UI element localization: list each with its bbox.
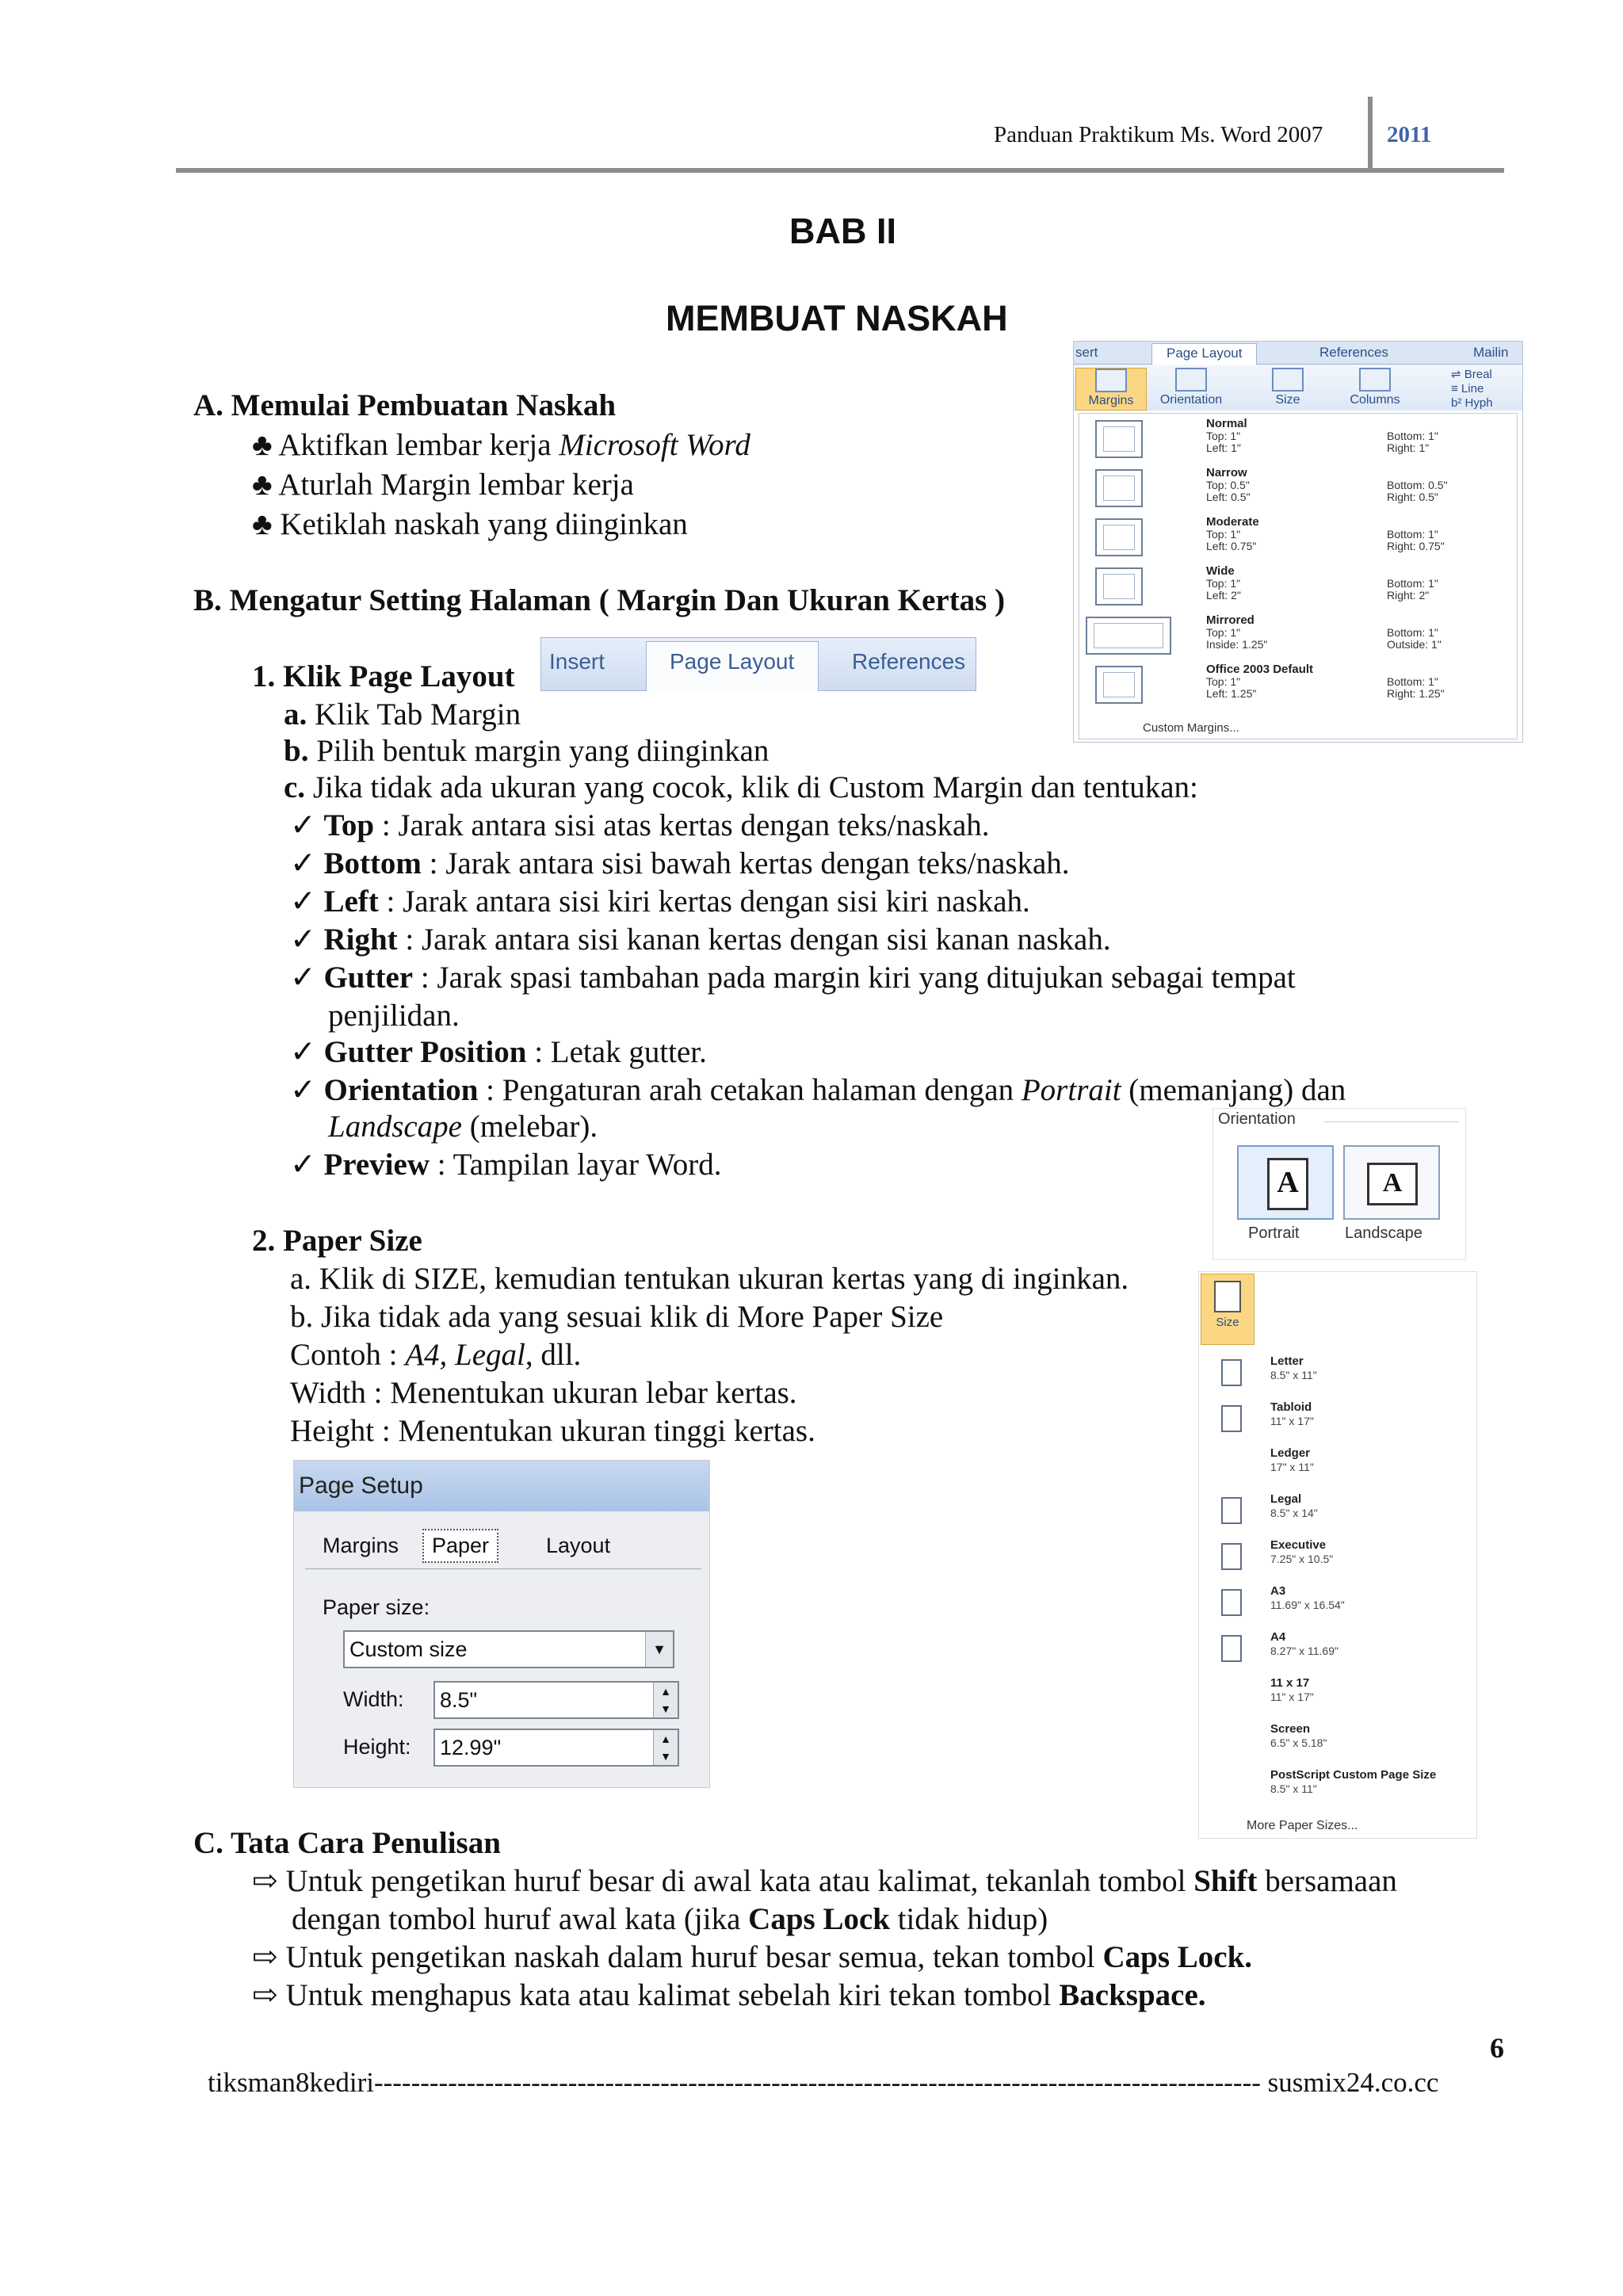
landscape-option	[1343, 1145, 1440, 1220]
example-line: Contoh : A4, Legal, dll.	[290, 1338, 582, 1372]
ribbon-tab-mailings: Mailin	[1473, 345, 1509, 360]
club-bullet-icon: ♣	[252, 428, 273, 462]
check-left: ✓ Left : Jarak antara sisi kiri kertas dengan sisi kiri naskah.	[290, 884, 1030, 919]
orientation-screenshot	[1212, 1108, 1466, 1260]
margin-preview-icon	[1095, 420, 1143, 458]
ribbon-tab-insert: sert	[1075, 345, 1098, 360]
margin-preview-icon	[1095, 666, 1143, 704]
section-a-item-2: ♣ Aturlah Margin lembar kerja	[252, 468, 634, 502]
paper-size-label: Paper size:	[323, 1595, 430, 1619]
arrow-bullet-icon: ⇨	[252, 1940, 278, 1974]
height-field: 12.99" ▲ ▼	[433, 1729, 679, 1767]
section-a-item-3: ♣ Ketiklah naskah yang diinginkan	[252, 507, 688, 541]
checkmark-icon: ✓	[290, 923, 316, 957]
step-1-sub-b: b. Pilih bentuk margin yang diinginkan	[284, 734, 769, 768]
orientation-icon	[1175, 368, 1207, 392]
tab-paper: Paper	[422, 1529, 498, 1563]
club-bullet-icon: ♣	[252, 507, 273, 541]
step-2-label: 2. Paper Size	[252, 1224, 422, 1258]
orientation-title: Orientation	[1218, 1110, 1296, 1128]
page-setup-title: Page Setup	[294, 1461, 710, 1511]
checkmark-icon: ✓	[290, 1148, 316, 1182]
step-2-line-a: a. Klik di SIZE, kemudian tentukan ukuran kertas yang di inginkan.	[290, 1262, 1129, 1296]
margins-list	[1079, 413, 1518, 739]
header-rule	[176, 168, 1504, 173]
check-gutter: ✓ Gutter : Jarak spasi tambahan pada margin kiri yang ditujukan sebagai tempat	[290, 961, 1296, 995]
section-b-heading: B. Mengatur Setting Halaman ( Margin Dan Ukuran Kertas )	[193, 583, 1006, 617]
check-orientation-continued: Landscape (melebar).	[328, 1110, 598, 1144]
section-a-heading: A. Memulai Pembuatan Naskah	[193, 388, 617, 422]
paper-icon	[1221, 1405, 1242, 1432]
header-year: 2011	[1387, 122, 1432, 147]
arrow-bullet-icon: ⇨	[252, 1978, 278, 2012]
checkmark-icon: ✓	[290, 808, 316, 842]
margin-preview-icon	[1095, 567, 1143, 606]
page-number: 6	[1490, 2032, 1504, 2064]
margin-option: Office 2003 Default Top: 1" Left: 1.25" Bottom: 1" Right: 1.25"	[1079, 659, 1517, 709]
more-paper-sizes-link: More Paper Sizes...	[1247, 1819, 1358, 1832]
margin-option: Wide Top: 1" Left: 2" Bottom: 1" Right: 2"	[1079, 561, 1517, 610]
tab-baseline	[305, 1568, 701, 1569]
header-separator	[1368, 97, 1373, 171]
columns-icon	[1359, 368, 1391, 392]
chapter-title: MEMBUAT NASKAH	[666, 298, 1008, 338]
width-label: Width:	[343, 1687, 404, 1711]
chapter-label: BAB II	[789, 211, 896, 251]
portrait-label: Portrait	[1248, 1224, 1300, 1242]
checkmark-icon: ✓	[290, 846, 316, 881]
width-spinner: ▲ ▼	[653, 1683, 678, 1717]
section-c-item-1: ⇨ Untuk pengetikan huruf besar di awal kata atau kalimat, tekanlah tombol Shift bersamaan	[252, 1864, 1397, 1898]
tab-references: References	[852, 649, 966, 674]
paper-size-option: Executive 7.25" x 10.5"	[1199, 1534, 1476, 1580]
orientation-title-rule	[1324, 1121, 1459, 1122]
margin-option: Normal Top: 1" Left: 1" Bottom: 1" Right: 1"	[1079, 414, 1517, 463]
margin-preview-icon	[1095, 469, 1143, 507]
footer-line: tiksman8kediri------------------------------------------------------------------------------------------------ susmix24.co.cc	[208, 2067, 1439, 2098]
header-title: Panduan Praktikum Ms. Word 2007	[994, 122, 1323, 147]
checkmark-icon: ✓	[290, 1073, 316, 1107]
section-a-item-1: ♣ Aktifkan lembar kerja Microsoft Word	[252, 428, 750, 462]
margin-preview-icon	[1095, 518, 1143, 556]
check-bottom: ✓ Bottom : Jarak antara sisi bawah kertas dengan teks/naskah.	[290, 846, 1070, 881]
arrow-bullet-icon: ⇨	[252, 1864, 278, 1898]
paper-icon	[1221, 1359, 1242, 1386]
paper-icon	[1221, 1497, 1242, 1524]
columns-button: Columns	[1340, 368, 1410, 409]
paper-icon	[1221, 1589, 1242, 1616]
paper-size-option: PostScript Custom Page Size 8.5" x 11"	[1270, 1768, 1437, 1795]
ribbon-tab-page-layout: Page Layout	[1151, 343, 1257, 366]
breaks-label: ⇌ Breal	[1451, 368, 1492, 381]
check-gutter-continued: penjilidan.	[328, 999, 460, 1033]
paper-size-option: A4 8.27" x 11.69"	[1199, 1626, 1476, 1671]
paper-size-option: Tabloid 11" x 17"	[1199, 1396, 1476, 1442]
paper-size-option: Screen 6.5" x 5.18"	[1270, 1722, 1327, 1749]
height-label: Height:	[343, 1735, 411, 1759]
step-1-sub-a: a. Klik Tab Margin	[284, 697, 521, 732]
section-c-heading: C. Tata Cara Penulisan	[193, 1826, 501, 1860]
size-page-icon	[1214, 1281, 1241, 1312]
check-top: ✓ Top : Jarak antara sisi atas kertas dengan teks/naskah.	[290, 808, 990, 842]
page-layout-tab-strip-screenshot	[540, 637, 976, 691]
club-bullet-icon: ♣	[252, 468, 273, 502]
custom-margins-link: Custom Margins...	[1143, 721, 1239, 735]
portrait-page-icon: A	[1267, 1158, 1308, 1210]
paper-size-option: 11 x 17 11" x 17"	[1270, 1676, 1314, 1703]
margins-icon	[1095, 369, 1127, 392]
section-c-item-3: ⇨ Untuk menghapus kata atau kalimat sebelah kiri tekan tombol Backspace.	[252, 1978, 1206, 2012]
tab-layout: Layout	[546, 1534, 611, 1557]
margin-option: Narrow Top: 0.5" Left: 0.5" Bottom: 0.5" Right: 0.5"	[1079, 463, 1517, 512]
size-dropdown-screenshot	[1198, 1271, 1477, 1839]
line-numbers-label: ≡ Line	[1451, 382, 1484, 395]
size-icon	[1272, 368, 1304, 392]
check-right: ✓ Right : Jarak antara sisi kanan kertas dengan sisi kanan naskah.	[290, 923, 1111, 957]
section-c-item-2: ⇨ Untuk pengetikan naskah dalam huruf besar semua, tekan tombol Caps Lock.	[252, 1940, 1253, 1974]
ribbon-tab-row	[1074, 342, 1522, 365]
size-ribbon-button: Size	[1201, 1274, 1254, 1345]
height-line: Height : Menentukan ukuran tinggi kertas.	[290, 1414, 815, 1448]
checkmark-icon: ✓	[290, 884, 316, 919]
orientation-button: Orientation	[1156, 368, 1226, 409]
tab-insert: Insert	[549, 649, 605, 674]
check-orientation: ✓ Orientation : Pengaturan arah cetakan halaman dengan Portrait (memanjang) dan	[290, 1073, 1346, 1107]
size-button: Size	[1253, 368, 1323, 409]
check-gutter-position: ✓ Gutter Position : Letak gutter.	[290, 1035, 707, 1069]
step-2-line-b: b. Jika tidak ada yang sesuai klik di More Paper Size	[290, 1300, 944, 1334]
portrait-option	[1237, 1145, 1334, 1220]
section-c-item-1-continued: dengan tombol huruf awal kata (jika Caps Lock tidak hidup)	[292, 1902, 1048, 1936]
ribbon-tab-references: References	[1319, 345, 1388, 360]
mirrored-margin-preview-icon	[1086, 617, 1171, 655]
paper-size-option: Letter 8.5" x 11"	[1199, 1350, 1476, 1396]
landscape-page-icon: A	[1367, 1163, 1418, 1205]
step-1-sub-c: c. Jika tidak ada ukuran yang cocok, klik di Custom Margin dan tentukan:	[284, 770, 1198, 804]
checkmark-icon: ✓	[290, 1035, 316, 1069]
checkmark-icon: ✓	[290, 961, 316, 995]
margins-button: Margins	[1075, 368, 1147, 411]
width-line: Width : Menentukan ukuran lebar kertas.	[290, 1376, 797, 1410]
page-setup-dialog-screenshot	[293, 1460, 710, 1788]
paper-size-option: A3 11.69" x 16.54"	[1199, 1580, 1476, 1626]
paper-size-select: Custom size ▼	[343, 1630, 674, 1668]
margins-dropdown-screenshot	[1073, 341, 1523, 743]
dropdown-arrow-icon: ▼	[645, 1632, 673, 1667]
paper-icon	[1221, 1543, 1242, 1570]
margin-option: Moderate Top: 1" Left: 0.75" Bottom: 1" Right: 0.75"	[1079, 512, 1517, 561]
height-spinner: ▲ ▼	[653, 1730, 678, 1765]
tab-margins: Margins	[323, 1534, 399, 1557]
margin-option: Mirrored Top: 1" Inside: 1.25" Bottom: 1" Outside: 1"	[1079, 610, 1517, 659]
ribbon-body	[1074, 365, 1522, 411]
paper-size-option: Ledger 17" x 11"	[1270, 1446, 1314, 1473]
width-field: 8.5" ▲ ▼	[433, 1681, 679, 1719]
step-1-label: 1. Klik Page Layout	[252, 659, 515, 693]
paper-size-option: Legal 8.5" x 14"	[1199, 1488, 1476, 1534]
tab-page-layout: Page Layout	[670, 649, 795, 674]
paper-icon	[1221, 1635, 1242, 1662]
hyphenation-label: b² Hyph	[1451, 396, 1493, 410]
landscape-label: Landscape	[1345, 1224, 1423, 1242]
check-preview: ✓ Preview : Tampilan layar Word.	[290, 1148, 722, 1182]
